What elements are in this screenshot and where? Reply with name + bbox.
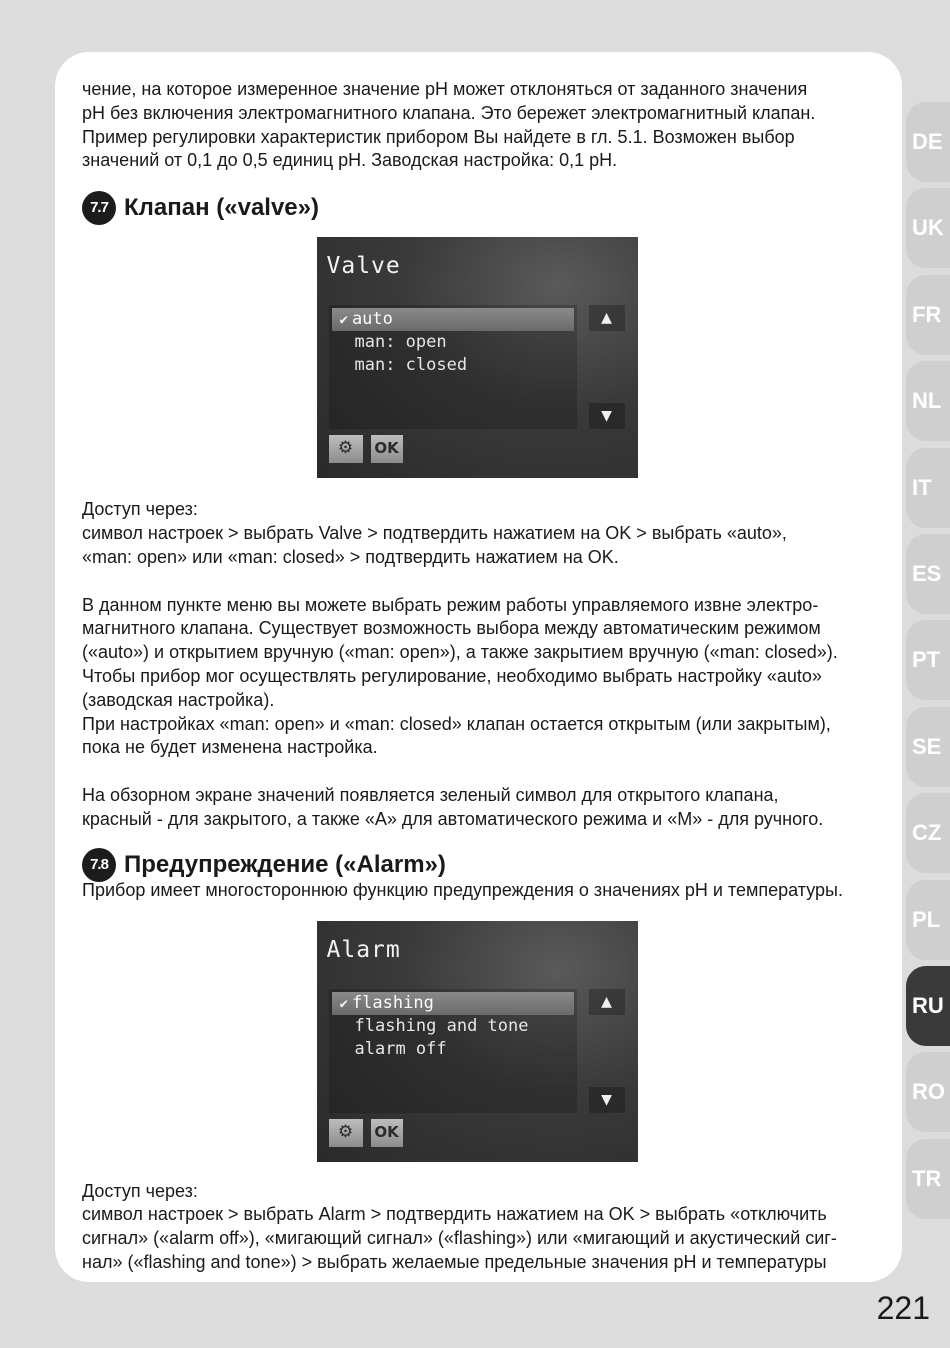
lang-tab-uk[interactable]: UK [906,188,950,268]
section-title: Предупреждение («Alarm») [124,850,446,878]
scroll-down-icon[interactable]: ▼ [589,1087,625,1113]
text-line: Доступ через: [82,1180,198,1201]
lang-tab-it[interactable]: IT [906,448,950,528]
section-title: Клапан («valve») [124,194,319,222]
option-auto[interactable] [332,308,574,331]
text-line: На обзорном экране значений появляется зеленый символ для открытого клапана, [82,785,779,806]
text-line: Доступ через: [82,499,198,520]
lang-tab-fr[interactable]: FR [906,275,950,355]
option-man-open[interactable]: man: open [354,332,447,353]
text-line: нал» («flashing and tone») > выбрать желаемые предельные значения pH и температуры [82,1251,827,1272]
option-flashing[interactable] [332,992,574,1015]
section-heading-7-7 [82,191,872,225]
text-line: символ настроек > выбрать Alarm > подтвердить нажатием на OK > выбрать «отключить [82,1204,827,1225]
lang-tab-tr[interactable]: TR [906,1139,950,1219]
text-line: сигнал» («alarm off»), «мигающий сигнал» («flashing») или «мигающий и акустический сиг- [82,1228,837,1249]
option-man-closed[interactable]: man: closed [354,355,468,376]
alarm-screen [317,921,638,1162]
section-number-badge: 7.7 [82,191,116,225]
text-line: значений от 0,1 до 0,5 единиц pH. Заводская настройка: 0,1 pH. [82,150,618,171]
text-line: магнитного клапана. Существует возможность выбора между автоматическим режимом [82,618,821,639]
text-line: («auto») и открытием вручную («man: open»), а также закрытием вручную («man: closed»). [82,642,838,663]
section-number-badge: 7.8 [82,848,116,882]
option-label: flashing [351,992,434,1013]
page-number: 221 [876,1290,930,1326]
section-subtitle: Прибор имеет многостороннюю функцию предупреждения о значениях pH и температуры. [82,879,843,900]
text-line: Пример регулировки характеристик прибором Вы найдете в гл. 5.1. Возможен выбор [82,126,795,147]
text-line: pH без включения электромагнитного клапана. Это бережет электромагнитный клапан. [82,102,816,123]
scroll-up-icon[interactable]: ▲ [589,305,625,331]
intro-paragraph [82,78,872,173]
option-label: auto [351,309,393,330]
text-line: символ настроек > выбрать Valve > подтвердить нажатием на OK > выбрать «auto», [82,522,787,543]
screen-title: Valve [326,253,401,280]
overview-paragraph [82,784,872,832]
settings-gear-icon[interactable]: ⚙ [329,1119,363,1147]
scroll-down-icon[interactable]: ▼ [589,403,625,429]
lang-tab-es[interactable]: ES [906,534,950,614]
scroll-up-icon[interactable]: ▲ [589,989,625,1015]
lang-tab-nl[interactable]: NL [906,361,950,441]
text-line: «man: open» или «man: closed» > подтвердить нажатием на OK. [82,546,619,567]
lang-tab-se[interactable]: SE [906,707,950,787]
screen-button-bar [329,1119,403,1147]
access-paragraph [82,498,872,569]
check-icon: ✔ [339,312,348,329]
ok-button[interactable]: OK [371,1119,403,1147]
text-line: При настройках «man: open» и «man: closed» клапан остается открытым (или закрытым), [82,713,831,734]
lang-tab-cz[interactable]: CZ [906,793,950,873]
text-line: чение, на которое измеренное значение pH может отклоняться от заданного значения [82,79,808,99]
check-icon: ✔ [339,995,348,1012]
option-flashing-and-tone[interactable]: flashing and tone [354,1015,529,1036]
lang-tab-ru[interactable]: RU [906,966,950,1046]
option-list [329,989,577,1113]
option-list [329,305,577,429]
lang-tab-pl[interactable]: PL [906,880,950,960]
option-alarm-off[interactable]: alarm off [354,1038,447,1059]
lang-tab-ro[interactable]: RO [906,1052,950,1132]
text-line: красный - для закрытого, а также «A» для автоматического режима и «M» - для ручного. [82,808,824,829]
description-paragraph [82,594,872,761]
valve-screen [317,237,638,478]
ok-button[interactable]: OK [371,435,403,463]
text-line: Чтобы прибор мог осуществлять регулирование, необходимо выбрать настройку «auto» [82,665,822,686]
access-paragraph [82,1180,872,1275]
text-line: (заводская настройка). [82,689,275,710]
lang-tab-pt[interactable]: PT [906,620,950,700]
text-line: В данном пункте меню вы можете выбрать режим работы управляемого извне электро- [82,594,819,615]
screen-title: Alarm [326,936,401,963]
text-line: пока не будет изменена настройка. [82,737,378,758]
screen-button-bar [329,435,403,463]
lang-tab-de[interactable]: DE [906,102,950,182]
section-heading-7-8 [82,848,872,882]
settings-gear-icon[interactable]: ⚙ [329,435,363,463]
page-content [82,78,872,1275]
